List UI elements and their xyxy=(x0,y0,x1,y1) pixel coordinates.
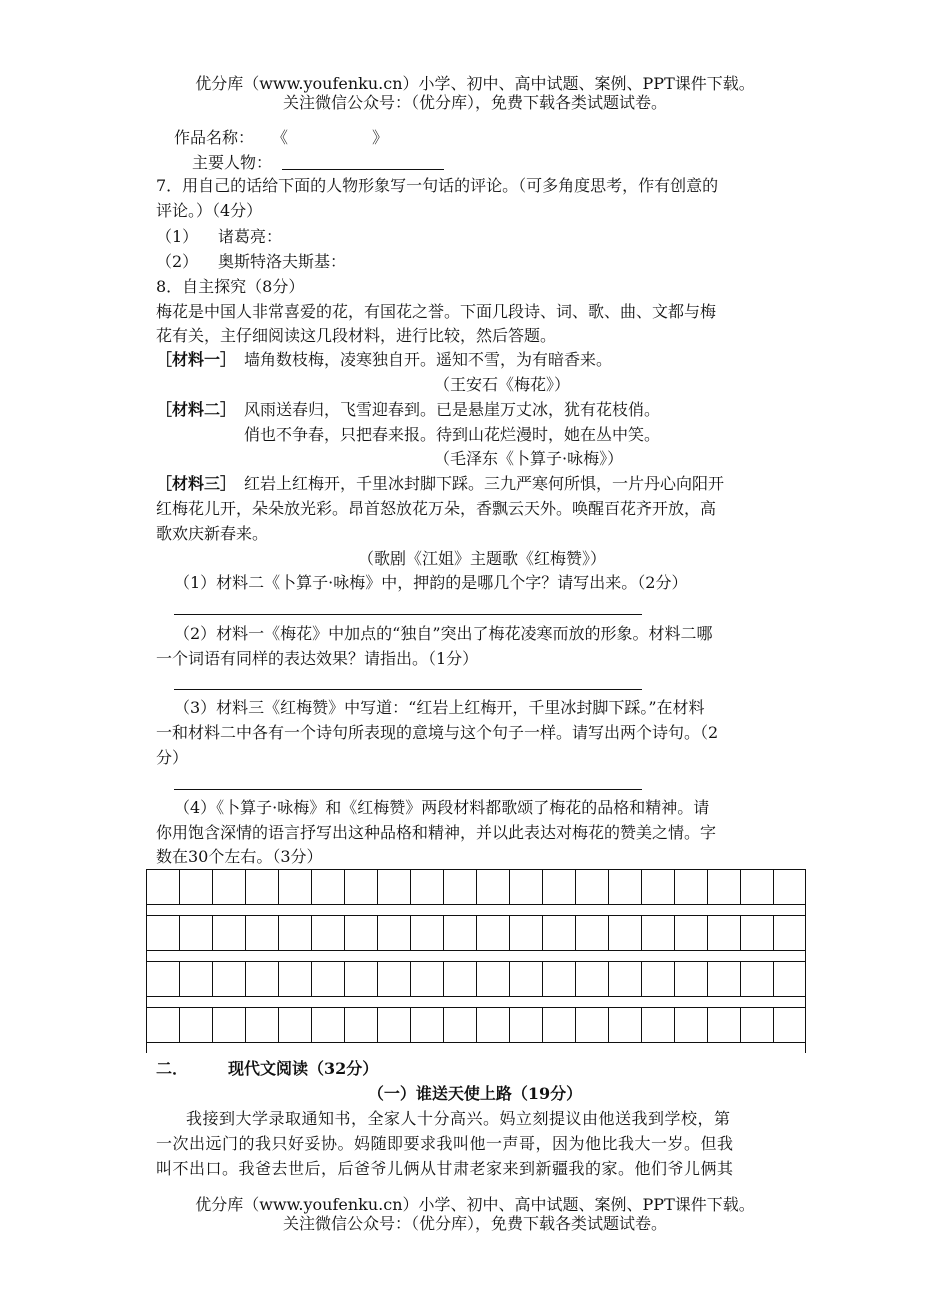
q7-item1-num: （1） xyxy=(156,227,199,246)
grid-cell-divider xyxy=(542,870,543,904)
grid-cell-divider xyxy=(542,962,543,996)
grid-cell-divider xyxy=(575,1008,576,1042)
grid-cell-divider xyxy=(179,962,180,996)
grid-cell-divider xyxy=(311,916,312,950)
grid-cell-divider xyxy=(740,870,741,904)
footer-line-2: 关注微信公众号：（优分库），免费下载各类试题试卷。 xyxy=(282,1214,667,1233)
grid-cell-divider xyxy=(179,870,180,904)
grid-cell-divider xyxy=(773,962,774,996)
material-3-source: （歌剧《江姐》主题歌《红梅赞》） xyxy=(358,549,607,568)
grid-cell-divider xyxy=(377,870,378,904)
grid-cell-divider xyxy=(674,870,675,904)
material-1-text: 墙角数枝梅，凌寒独自开。遥知不雪，为有暗香来。 xyxy=(244,350,613,369)
q7-item1: 诸葛亮： xyxy=(218,227,283,246)
grid-cell-divider xyxy=(443,916,444,950)
grid-cell-divider xyxy=(278,870,279,904)
grid-cell-divider xyxy=(641,870,642,904)
material-3-text-2: 红梅花儿开，朵朵放光彩。昂首怒放花万朵，香飘云天外。唤醒百花齐开放，高 xyxy=(156,499,717,518)
grid-cell-divider xyxy=(278,916,279,950)
grid-cell-divider xyxy=(443,962,444,996)
grid-cell-divider xyxy=(608,870,609,904)
q8-sub3-line-1: （3）材料三《红梅赞》中写道：“红岩上红梅开，千里冰封脚下踩。”在材料 xyxy=(174,698,705,717)
material-3-text-1: 红岩上红梅开，千里冰封脚下踩。三九严寒何所惧，一片丹心向阳开 xyxy=(244,474,725,493)
grid-cell-divider xyxy=(212,962,213,996)
grid-cell-divider xyxy=(740,1008,741,1042)
grid-cell-divider xyxy=(641,916,642,950)
section-2-subtitle: （一）谁送天使上路（19分） xyxy=(367,1084,583,1103)
main-people-blank xyxy=(282,169,444,170)
grid-cell-divider xyxy=(707,1008,708,1042)
grid-cell-divider xyxy=(740,962,741,996)
header-line-2: 关注微信公众号：（优分库），免费下载各类试题试卷。 xyxy=(282,93,667,112)
grid-cell-divider xyxy=(344,1008,345,1042)
grid-cell-divider xyxy=(311,962,312,996)
grid-cell-divider xyxy=(575,870,576,904)
material-2-text-1: 风雨送春归，飞雪迎春到。已是悬崖万丈冰，犹有花枝俏。 xyxy=(244,400,661,419)
grid-cell-divider xyxy=(443,1008,444,1042)
q7-line-2: 评论。）（4分） xyxy=(156,201,263,220)
footer-line-1: 优分库（www.youfenku.cn）小学、初中、高中试题、案例、PPT课件下载。 xyxy=(195,1195,755,1214)
work-title-label: 作品名称： xyxy=(174,128,255,147)
grid-cell-divider xyxy=(311,1008,312,1042)
material-1-tag: ［材料一］ xyxy=(156,350,237,369)
grid-cell-divider xyxy=(344,916,345,950)
grid-cell-divider xyxy=(608,916,609,950)
grid-cell-divider xyxy=(245,1008,246,1042)
grid-row-gap xyxy=(146,951,806,961)
work-title-close: 》 xyxy=(372,128,389,147)
q8-sub4-line-2: 你用饱含深情的语言抒写出这种品格和精神，并以此表达对梅花的赞美之情。字 xyxy=(156,823,717,842)
grid-cell-divider xyxy=(575,916,576,950)
q8-intro-1: 梅花是中国人非常喜爱的花，有国花之誉。下面几段诗、词、歌、曲、文都与梅 xyxy=(156,302,717,321)
grid-cell-divider xyxy=(674,916,675,950)
grid-cell-divider xyxy=(707,962,708,996)
grid-cell-divider xyxy=(344,962,345,996)
header-line-1: 优分库（www.youfenku.cn）小学、初中、高中试题、案例、PPT课件下载。 xyxy=(195,74,755,93)
grid-cell-divider xyxy=(344,870,345,904)
grid-row xyxy=(146,869,806,905)
grid-cell-divider xyxy=(410,962,411,996)
grid-cell-divider xyxy=(674,962,675,996)
material-2-text-2: 俏也不争春，只把春来报。待到山花烂漫时，她在丛中笑。 xyxy=(244,425,661,444)
q8-sub1: （1）材料二《卜算子·咏梅》中，押韵的是哪几个字？请写出来。（2分） xyxy=(174,573,688,592)
grid-row-gap xyxy=(146,905,806,915)
grid-cell-divider xyxy=(212,916,213,950)
q8-sub2-line-2: 一个词语有同样的表达效果？请指出。（1分） xyxy=(156,649,479,668)
grid-cell-divider xyxy=(641,1008,642,1042)
q8-sub3-line-2: 一和材料二中各有一个诗句所表现的意境与这个句子一样。请写出两个诗句。（2 xyxy=(156,723,719,742)
material-2-source: （毛泽东《卜算子·咏梅》） xyxy=(434,449,624,468)
grid-cell-divider xyxy=(509,1008,510,1042)
work-title-open: 《 xyxy=(272,128,289,147)
q8-sub2-answer-line xyxy=(174,689,642,690)
section-2-number: 二． xyxy=(156,1059,189,1078)
grid-cell-divider xyxy=(641,962,642,996)
grid-cell-divider xyxy=(278,1008,279,1042)
grid-row xyxy=(146,1007,806,1043)
q8-sub3-line-3: 分） xyxy=(156,748,189,767)
grid-row xyxy=(146,961,806,997)
grid-cell-divider xyxy=(575,962,576,996)
q8-title: 8．自主探究（8分） xyxy=(156,277,305,296)
material-3-tag: ［材料三］ xyxy=(156,474,237,493)
grid-row-gap xyxy=(146,1043,806,1053)
grid-cell-divider xyxy=(773,870,774,904)
grid-cell-divider xyxy=(509,962,510,996)
grid-cell-divider xyxy=(476,870,477,904)
main-people-label: 主要人物： xyxy=(192,153,273,172)
passage-line-2: 一次出远门的我只好妥协。妈随即要求我叫他一声哥，因为他比我大一岁。但我 xyxy=(156,1134,734,1153)
grid-cell-divider xyxy=(542,1008,543,1042)
grid-row xyxy=(146,915,806,951)
grid-cell-divider xyxy=(476,1008,477,1042)
grid-cell-divider xyxy=(707,870,708,904)
section-2-title: 现代文阅读（32分） xyxy=(228,1059,379,1078)
material-1-source: （王安石《梅花》） xyxy=(434,375,571,394)
grid-cell-divider xyxy=(245,870,246,904)
grid-cell-divider xyxy=(245,962,246,996)
grid-cell-divider xyxy=(773,1008,774,1042)
q8-sub4-line-3: 数在30个左右。（3分） xyxy=(156,847,323,866)
passage-line-1: 我接到大学录取通知书，全家人十分高兴。妈立刻提议由他送我到学校，第 xyxy=(186,1109,731,1128)
passage-line-3: 叫不出口。我爸去世后，后爸爷儿俩从甘肃老家来到新疆我的家。他们爷儿俩其 xyxy=(156,1159,734,1178)
grid-cell-divider xyxy=(410,1008,411,1042)
q8-sub4-line-1: （4）《卜算子·咏梅》和《红梅赞》两段材料都歌颂了梅花的品格和精神。请 xyxy=(174,798,710,817)
grid-cell-divider xyxy=(707,916,708,950)
grid-cell-divider xyxy=(410,870,411,904)
q7-line-1: 7．用自己的话给下面的人物形象写一句话的评论。（可多角度思考，作有创意的 xyxy=(156,176,719,195)
grid-cell-divider xyxy=(212,870,213,904)
grid-cell-divider xyxy=(773,916,774,950)
material-2-tag: ［材料二］ xyxy=(156,400,237,419)
grid-cell-divider xyxy=(311,870,312,904)
grid-cell-divider xyxy=(740,916,741,950)
grid-cell-divider xyxy=(245,916,246,950)
grid-cell-divider xyxy=(377,916,378,950)
grid-cell-divider xyxy=(179,916,180,950)
grid-cell-divider xyxy=(212,1008,213,1042)
grid-cell-divider xyxy=(674,1008,675,1042)
q7-item2: 奥斯特洛夫斯基： xyxy=(218,252,347,271)
grid-cell-divider xyxy=(410,916,411,950)
grid-cell-divider xyxy=(476,962,477,996)
q7-item2-num: （2） xyxy=(156,252,199,271)
grid-cell-divider xyxy=(509,916,510,950)
grid-cell-divider xyxy=(542,916,543,950)
grid-cell-divider xyxy=(476,916,477,950)
material-3-text-3: 歌欢庆新春来。 xyxy=(156,524,269,543)
grid-cell-divider xyxy=(278,962,279,996)
grid-row-gap xyxy=(146,997,806,1007)
grid-cell-divider xyxy=(179,1008,180,1042)
grid-cell-divider xyxy=(608,962,609,996)
grid-cell-divider xyxy=(377,962,378,996)
grid-cell-divider xyxy=(443,870,444,904)
q8-sub1-answer-line xyxy=(174,614,642,615)
q8-intro-2: 花有关，主仔细阅读这几段材料，进行比较，然后答题。 xyxy=(156,326,557,345)
grid-cell-divider xyxy=(509,870,510,904)
grid-cell-divider xyxy=(608,1008,609,1042)
q8-sub3-answer-line xyxy=(174,789,642,790)
grid-cell-divider xyxy=(377,1008,378,1042)
q8-sub2-line-1: （2）材料一《梅花》中加点的“独自”突出了梅花凌寒而放的形象。材料二哪 xyxy=(174,624,713,643)
